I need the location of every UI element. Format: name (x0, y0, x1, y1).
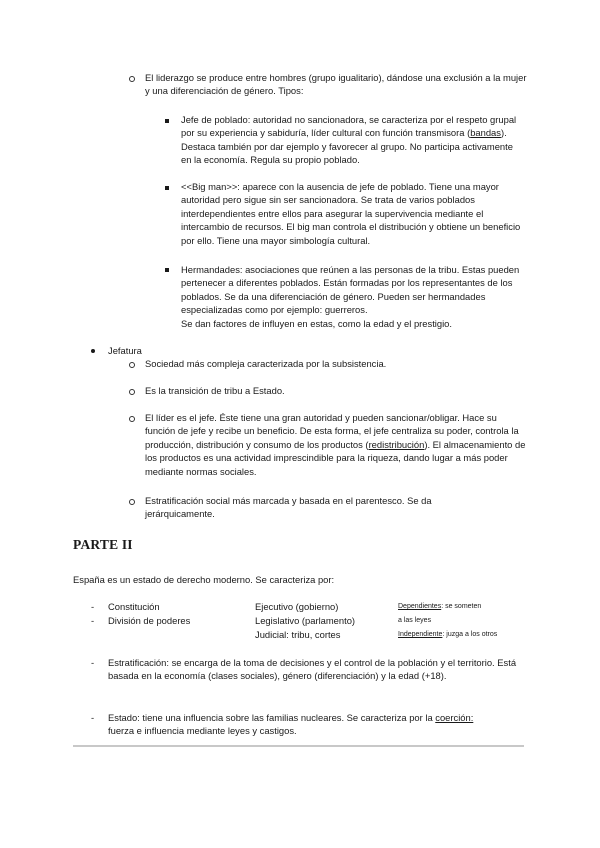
square-bullet-icon (165, 186, 169, 190)
coercion-link[interactable]: coerción: (435, 712, 474, 723)
type-hermandades: Hermandades: asociaciones que reúnen a las personas de la tribu. Estas pueden pertenecer a diferentes poblados. Están formadas por los representantes de los poblados. Se da una diferenciación de género. Pueden ser hermandades especializadas como por ejemplo: guerreros. Se dan factores de influyen en estas, como la edad y el prestigio. (181, 264, 520, 329)
ejecutivo-label: Ejecutivo (gobierno) (255, 601, 339, 612)
division-poderes-label: División de poderes (108, 615, 191, 626)
square-bullet-icon (165, 268, 169, 272)
redistribucion-link[interactable]: redistribución (368, 438, 425, 450)
disc-bullet-icon (91, 349, 95, 353)
constitucion-label: Constitución (108, 601, 160, 612)
circle-bullet-icon (129, 362, 135, 368)
leadership-paragraph (145, 71, 531, 98)
square-bullet-icon (165, 119, 169, 123)
dash-bullet: - (91, 615, 95, 626)
circle-bullet-icon (129, 389, 135, 395)
dash-bullet: - (91, 657, 95, 668)
page-title: PARTE II (73, 537, 133, 552)
independiente-note: Independiente: juzga a los otros (398, 631, 498, 638)
circle-bullet-icon (129, 416, 135, 422)
horizontal-divider (73, 745, 524, 747)
circle-bullet-icon (129, 499, 135, 505)
dash-bullet: - (91, 712, 95, 723)
dependientes-note: Dependientes: se someten (398, 603, 482, 610)
jefatura-item-1: Sociedad más compleja caracterizada por la subsistencia. (145, 358, 387, 369)
circle-bullet-icon (129, 76, 135, 82)
dash-bullet: - (91, 601, 95, 612)
bandas-link[interactable]: bandas (470, 127, 501, 139)
jefatura-item-2: Es la transición de tribu a Estado. (145, 385, 285, 396)
jefatura-heading: Jefatura (108, 345, 142, 356)
type-jefe-de-poblado: Jefe de poblado: autoridad no sancionadora, se caracteriza por el respeto grupal por su experiencia y sabiduría, líder cultural con función transmisora (bandas). Destaca también por dar ejemplo y favorecer al grupo. No participa activamente en la economía. Regula su propio poblado. (181, 114, 517, 166)
judicial-label: Judicial: tribu, cortes (255, 629, 341, 640)
part2-intro: España es un estado de derecho moderno. Se caracteriza por: (73, 574, 335, 585)
type-big-man: <<Big man>>: aparece con la ausencia de jefe de poblado. Tiene una mayor autoridad pero sigue sin ser sancionadora. Se trata de varios poblados interdependientes entre ellos para asegurar la supervivencia mediante el intercambio de recursos. El big man controla el distribución y obtiene un beneficio por ello. Tiene una mayor simbología cultural. (181, 181, 521, 246)
jefatura-estratificacion: Estratificación social más marcada y basada en el parentesco. Se da jerárquicamente. (145, 495, 432, 520)
leyes-note: a las leyes (398, 617, 432, 624)
jefatura-lider: El líder es el jefe. Éste tiene una gran autoridad y pueden sancionar/obligar. Hace su función de jefe y recibe un beneficio. De esta forma, el jefe centraliza su poder, controla la producción, distribución y consumo de los productos (redistribución). El almacenamiento de los productos es una actividad imprescindible para la riqueza, dando lugar a más poder mediante normas sociales. (145, 412, 526, 477)
leadership-text: El liderazgo se produce entre hombres (grupo igualitario), dándose una exclusión a la mujer y una diferenciación de género. Tipos: (145, 72, 527, 97)
estado-paragraph: Estado: tiene una influencia sobre las familias nucleares. Se caracteriza por la coerción: fuerza e influencia mediante leyes y castigos. (108, 712, 474, 737)
legislativo-label: Legislativo (parlamento) (255, 615, 356, 626)
estratificacion-paragraph: Estratificación: se encarga de la toma de decisiones y el control de la población y el territorio. Está basada en la economía (clases sociales), género (diferenciación) y la edad (+18). (108, 657, 517, 682)
